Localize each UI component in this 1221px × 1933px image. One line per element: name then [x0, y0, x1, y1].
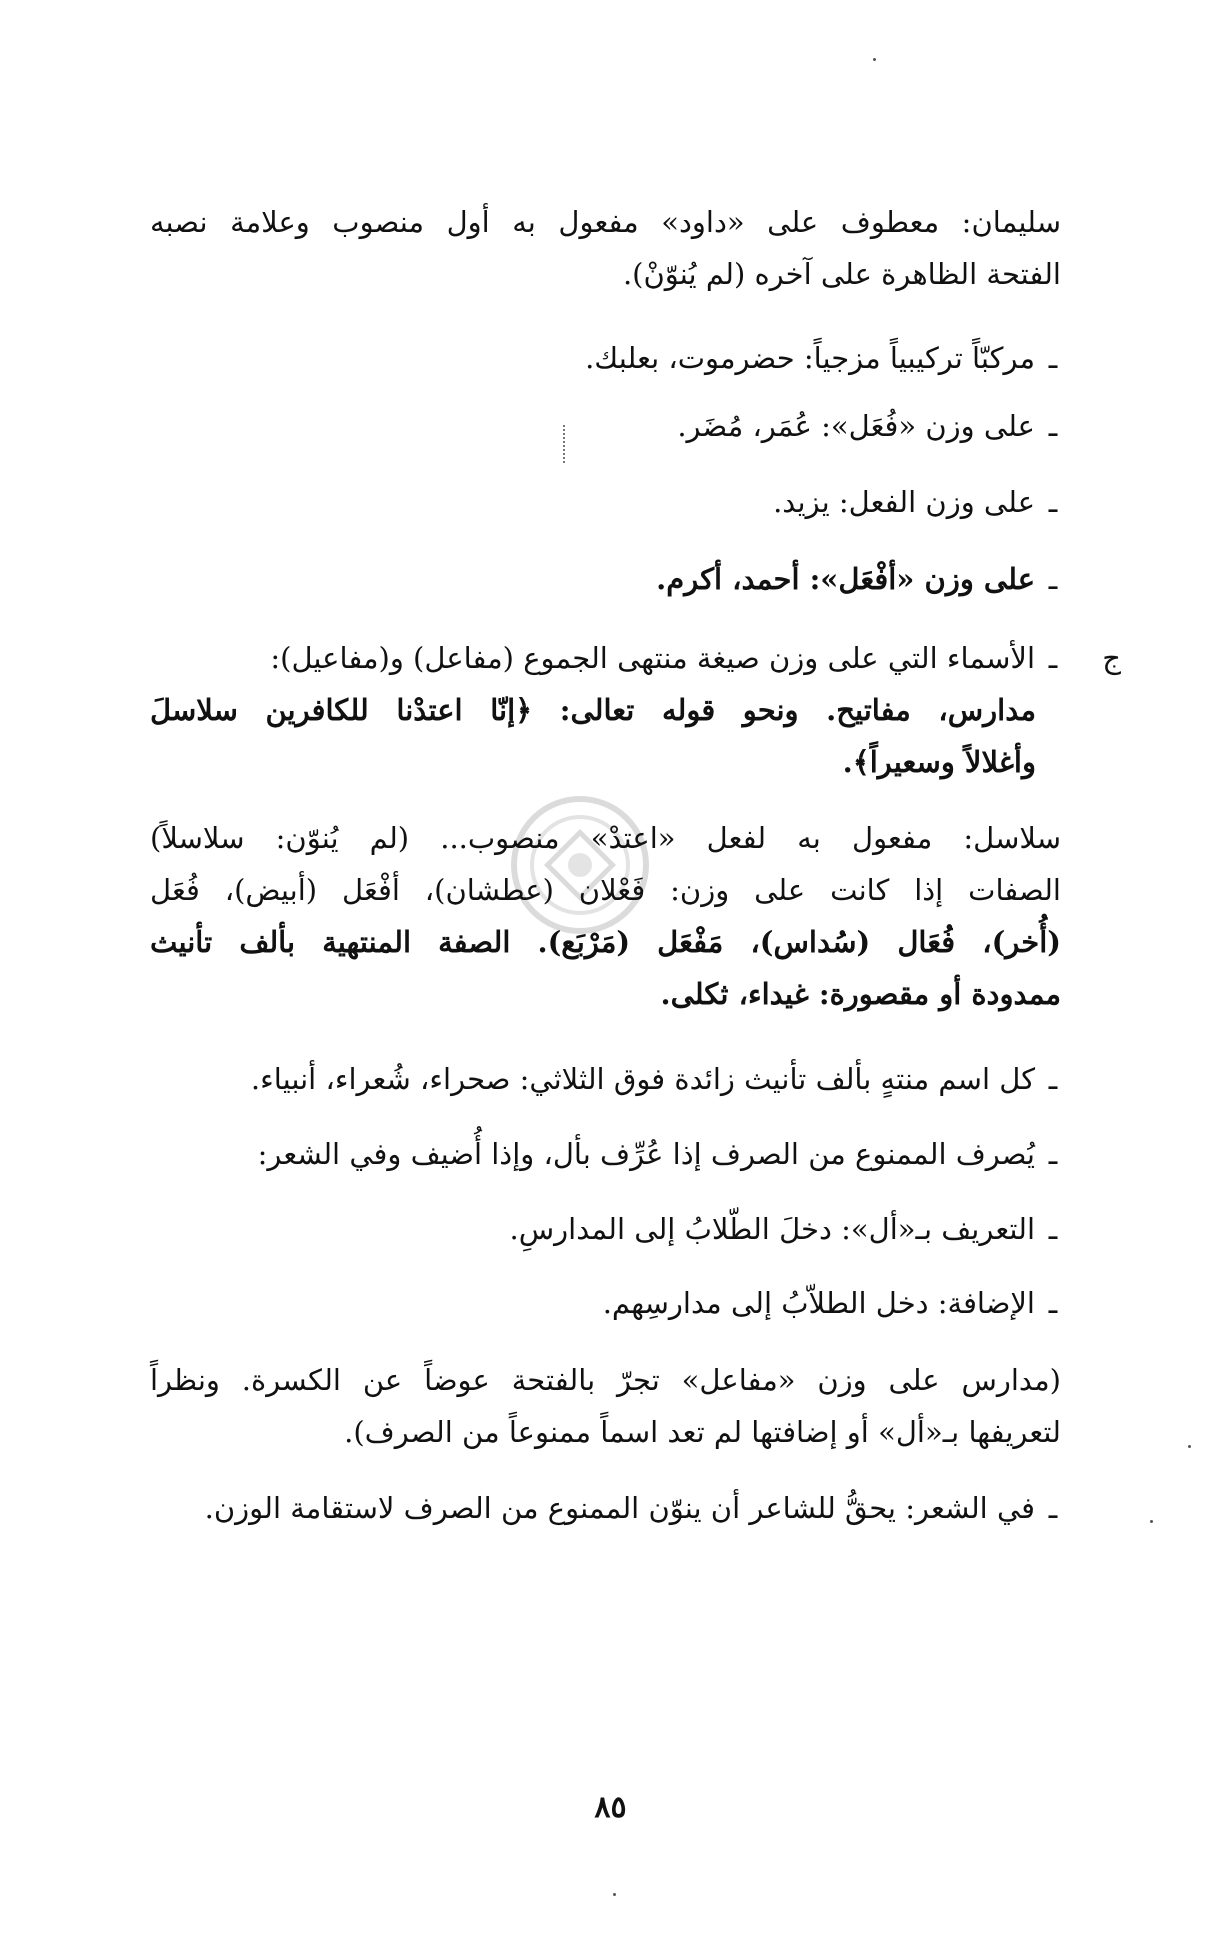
dash-marker: ـ: [1048, 1062, 1058, 1096]
page-number: ٨٥: [594, 1790, 627, 1825]
bullet-item: [773, 476, 1071, 528]
scan-speck: [613, 1893, 616, 1896]
paragraph-note: [150, 1354, 1061, 1458]
bold-line: (أُخر)، فُعَال (سُداس)، مَفْعَل (مَرْبَع). الصفة المنتهية بألف تأنيث: [150, 925, 1061, 959]
bullet-item: [205, 1482, 1071, 1534]
text-line: (مدارس على وزن «مفاعل» تجرّ بالفتحة عوضاً عن الكسرة. ونظراً: [150, 1363, 1061, 1397]
text-line: [150, 968, 1061, 1020]
bullet-item: [258, 1128, 1071, 1180]
section-marker-jim: ج: [1102, 641, 1121, 675]
text-line: [150, 684, 1036, 736]
text-line: الصفات إذا كانت على وزن: فَعْلان (عطشان)، أفْعَل (أبيض)، فُعَل: [150, 873, 1061, 907]
quran-line: وأغلالاً وسعيراً﴾.: [842, 745, 1036, 779]
bullet-text: مركبّاً تركيبياً مزجياً: حضرموت، بعلبك.: [585, 341, 1035, 375]
scan-dots: [563, 425, 567, 463]
bullet-item: [585, 332, 1071, 384]
quran-line: مدارس، مفاتيح. ونحو قوله تعالى: ﴿إنّا اعتدْنا للكافرين سلاسلَ: [150, 693, 1036, 727]
text-line: سلاسل: مفعول به لفعل «اعتدْ» منصوب... (لم يُنوّن: سلاسلاً): [150, 821, 1061, 855]
bullet-text: يُصرف الممنوع من الصرف إذا عُرِّف بأل، وإذا أُضيف وفي الشعر:: [257, 1137, 1035, 1171]
dash-marker: ـ: [1048, 485, 1058, 519]
paragraph-quran: [150, 684, 1036, 788]
paragraph-sulayman: [150, 196, 1061, 300]
dash-marker: ـ: [1048, 341, 1058, 375]
bullet-item: [270, 632, 1071, 684]
bullet-text: في الشعر: يحقُّ للشاعر أن ينوّن الممنوع من الصرف لاستقامة الوزن.: [204, 1491, 1035, 1525]
text-line: الفتحة الظاهرة على آخره (لم يُنوّنْ).: [622, 257, 1061, 291]
bullet-text: التعريف بـ«أل»: دخلَ الطّلابُ إلى المدارسِ.: [509, 1212, 1035, 1246]
bullet-text: على وزن «فُعَل»: عُمَر، مُضَر.: [677, 409, 1035, 443]
bullet-item: [603, 1277, 1071, 1329]
dash-marker: ـ: [1048, 1212, 1058, 1246]
bullet-item: [510, 1203, 1071, 1255]
dash-marker: ـ: [1048, 1286, 1058, 1320]
dash-marker: ـ: [1048, 1491, 1058, 1525]
scan-speck: [1150, 1520, 1153, 1523]
text-line: لتعريفها بـ«أل» أو إضافتها لم تعد اسماً ممنوعاً من الصرف).: [344, 1415, 1061, 1449]
bold-line: ممدودة أو مقصورة: غيداء، ثكلى.: [660, 977, 1061, 1011]
text-line: [150, 916, 1061, 968]
dash-marker: ـ: [1048, 1137, 1058, 1171]
text-line: [150, 736, 1036, 788]
scan-speck: [873, 58, 876, 61]
paragraph-salasil: [150, 812, 1061, 1020]
bullet-item: [677, 400, 1071, 452]
bullet-text: على وزن الفعل: يزيد.: [773, 485, 1035, 519]
bullet-text: كل اسم منتهٍ بألف تأنيث زائدة فوق الثلاثي: صحراء، شُعراء، أنبياء.: [250, 1062, 1035, 1096]
dash-marker: ـ: [1048, 562, 1058, 596]
bullet-item: [656, 553, 1071, 605]
bullet-text: الإضافة: دخل الطلاّبُ إلى مدارسِهم.: [602, 1286, 1035, 1320]
bullet-item: [251, 1053, 1071, 1105]
dash-marker: ـ: [1048, 641, 1058, 675]
scan-speck: [1188, 1445, 1191, 1448]
bullet-text: على وزن «أفْعَل»: أحمد، أكرم.: [656, 562, 1035, 596]
text-line: سليمان: معطوف على «داود» مفعول به أول منصوب وعلامة نصبه: [150, 205, 1061, 239]
dash-marker: ـ: [1048, 409, 1058, 443]
bullet-text: الأسماء التي على وزن صيغة منتهى الجموع (مفاعل) و(مفاعيل):: [270, 641, 1035, 675]
